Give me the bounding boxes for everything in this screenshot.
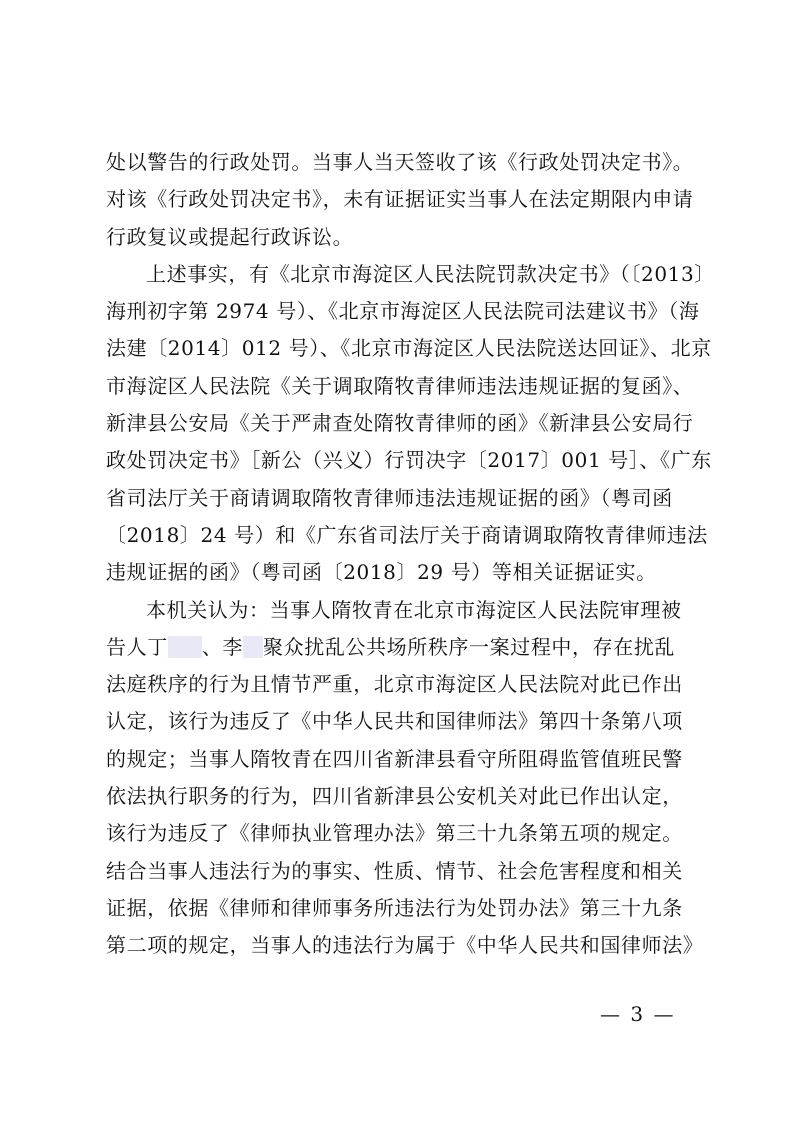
text-line: 对该《行政处罚决定书》，未有证据证实当事人在法定期限内申请 (106, 187, 694, 212)
text-segment: 聚众扰乱公共场所秩序一案过程中，存在扰乱 (263, 634, 676, 659)
text-line: 证据，依据《律师和律师事务所违法行为处罚办法》第三十九条 (106, 895, 683, 920)
text-line: 认定，该行为违反了《中华人民共和国律师法》第四十条第八项 (106, 709, 683, 734)
document-body (106, 144, 715, 965)
paragraph-start-line: 上述事实，有《北京市海淀区人民法院罚款决定书》（〔2013〕 (146, 261, 715, 286)
text-line: 市海淀区人民法院《关于调取隋牧青律师违法违规证据的复函》、 (106, 373, 694, 398)
paragraph-start-line: 本机关认为：当事人隋牧青在北京市海淀区人民法院审理被 (146, 597, 682, 622)
text-line: 处以警告的行政处罚。当事人当天签收了该《行政处罚决定书》。 (106, 150, 694, 174)
text-line: 该行为违反了《律师执业管理办法》第三十九条第五项的规定。 (106, 821, 683, 846)
text-line: 省司法厅关于商请调取隋牧青律师违法违规证据的函》（粤司函 (106, 485, 673, 510)
text-line: 法庭秩序的行为且情节严重，北京市海淀区人民法院对此已作出 (106, 672, 683, 697)
text-line-with-redactions (106, 629, 706, 666)
redaction-block (168, 636, 202, 658)
text-line: 行政复议或提起行政诉讼。 (106, 224, 354, 249)
text-segment: 、李 (201, 634, 244, 659)
text-line: 政处罚决定书》［新公（兴义）行罚决字〔2017〕001 号］、《广东 (106, 448, 712, 473)
text-line: 依法执行职务的行为，四川省新津县公安机关对此已作出认定， (106, 784, 683, 809)
text-line: 〔2018〕24 号）和《广东省司法厅关于商请调取隋牧青律师违法 (106, 522, 708, 547)
page-number: — 3 — (600, 1002, 676, 1026)
redaction-block (243, 636, 263, 658)
text-segment: 告人丁 (106, 634, 168, 659)
text-line: 新津县公安局《关于严肃查处隋牧青律师的函》《新津县公安局行 (106, 411, 694, 436)
text-line: 海刑初字第 2974 号）、《北京市海淀区人民法院司法建议书》（海 (106, 299, 700, 324)
text-line: 第二项的规定，当事人的违法行为属于《中华人民共和国律师法》 (106, 933, 704, 958)
text-line: 的规定；当事人隋牧青在四川省新津县看守所阻碍监管值班民警 (106, 746, 683, 771)
text-line: 违规证据的函》（粤司函〔2018〕29 号）等相关证据证实。 (106, 560, 657, 585)
text-line: 法建〔2014〕012 号）、《北京市海淀区人民法院送达回证》、北京 (106, 336, 712, 361)
text-line: 结合当事人违法行为的事实、性质、情节、社会危害程度和相关 (106, 858, 683, 883)
